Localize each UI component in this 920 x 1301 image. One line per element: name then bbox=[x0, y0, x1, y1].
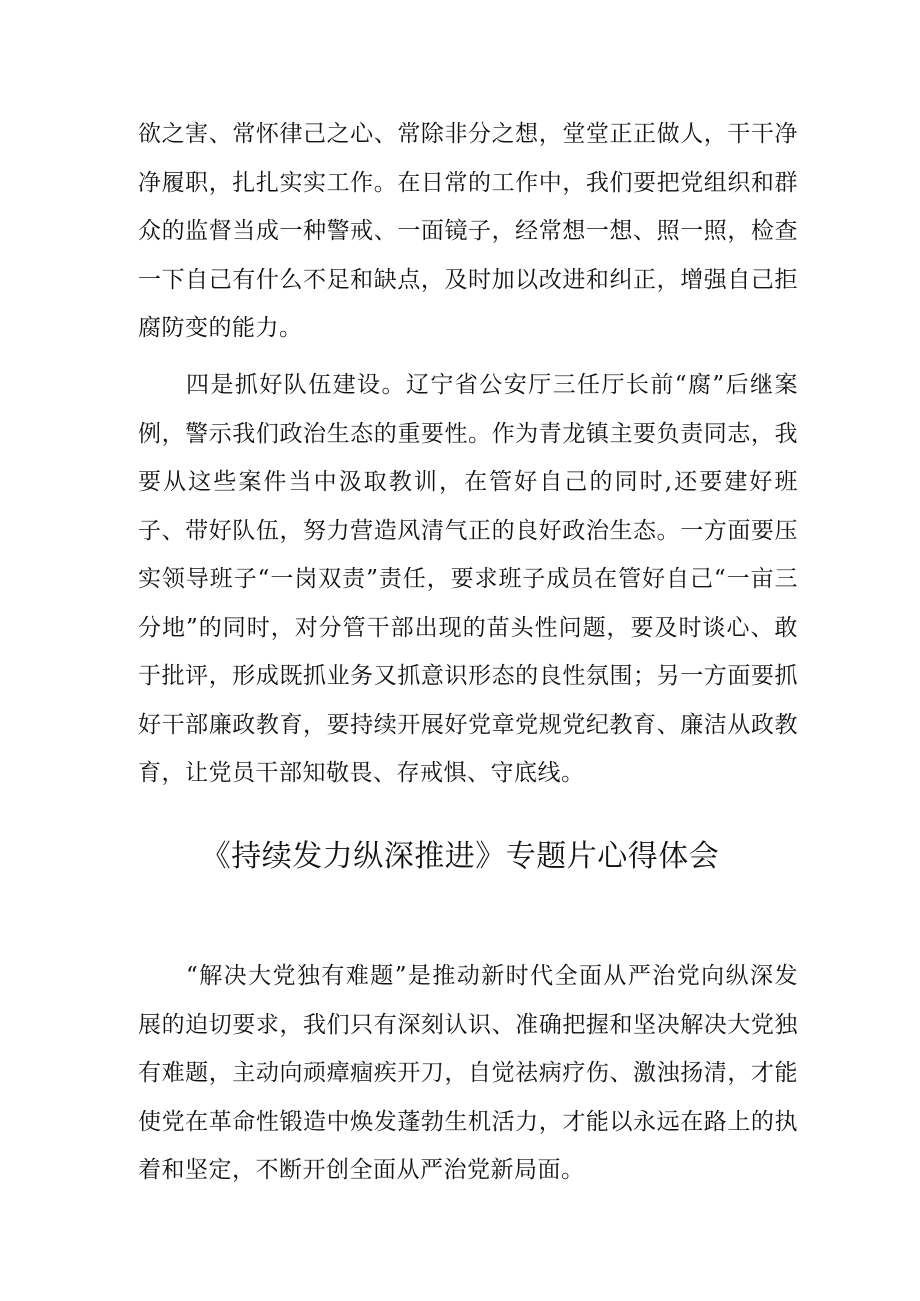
body-paragraph-team-building: 四是抓好队伍建设。辽宁省公安厅三任厅长前“腐”后继案例，警示我们政治生态的重要性。作为青龙镇主要负责同志，我要从这些案件当中汲取教训，在管好自己的同时,还要建好班子、带好队伍，努力营造风清气正的良好政治生态。一方面要压实领导班子“一岗双责”责任，要求班子成员在管好自己“一亩三分地”的同时，对分管干部出现的苗头性问题，要及时谈心、敢于批评，形成既抓业务又抓意识形态的良性氛围；另一方面要抓好干部廉政教育，要持续开展好党章党规党纪教育、廉洁从政教育，让党员干部知敬畏、存戒惧、守底线。 bbox=[138, 372, 798, 786]
body-paragraph-continuation: 欲之害、常怀律己之心、常除非分之想，堂堂正正做人，干干净净履职，扎扎实实工作。在日常的工作中，我们要把党组织和群众的监督当成一种警戒、一面镜子，经常想一想、照一照，检查一下自己有什么不足和缺点，及时加以改进和纠正，增强自己拒腐防变的能力。 bbox=[138, 121, 798, 341]
section-heading: 《持续发力纵深推进》专题片心得体会 bbox=[200, 839, 720, 874]
body-paragraph-party-challenges: “解决大党独有难题”是推动新时代全面从严治党向纵深发展的迫切要求，我们只有深刻认识、准确把握和坚决解决大党独有难题，主动向顽瘴痼疾开刀，自觉祛病疗伤、激浊扬清，才能使党在革命性锻造中焕发蓬勃生机活力，才能以永远在路上的执着和坚定，不断开创全面从严治党新局面。 bbox=[138, 963, 798, 1183]
